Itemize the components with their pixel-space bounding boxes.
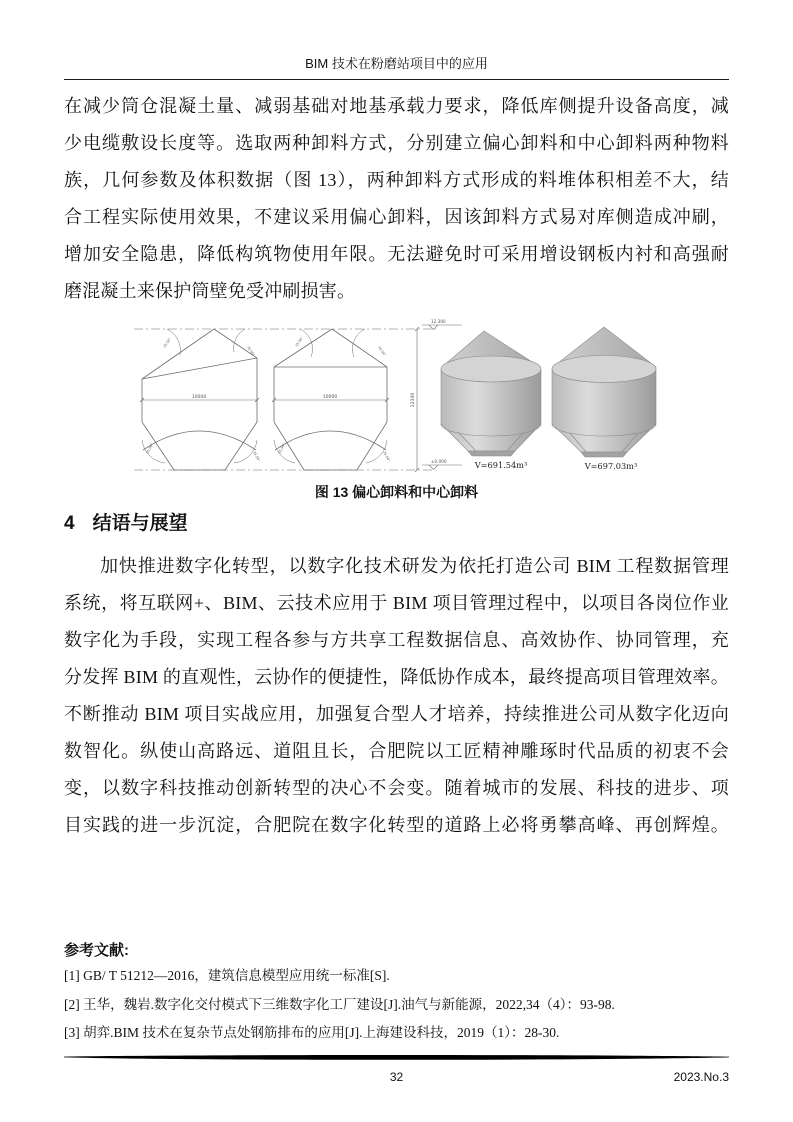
issue-label: 2023.No.3 [673,1070,729,1084]
angle-label: 35.56° [277,442,287,455]
text-line: 合工程实际使用效果，不建议采用偏心卸料，因该卸料方式易对库侧造成冲刷， [64,207,729,227]
volume-left-label: V=691.54m³ [474,460,528,470]
angle-label: 35.56° [294,336,305,348]
text-line: 磨混凝土来保护筒壁免受冲刷损害。 [64,281,356,301]
elevation-marker-bottom-icon [422,465,462,470]
references-heading: 参考文献: [64,942,129,959]
text-line: 数字化为手段，实现工程各参与方共享工程数据信息、高效协作、协同管理，充 [64,630,729,650]
datum-lines-icon [134,329,436,470]
angle-label: 35.56° [377,345,387,357]
reference-item: [1] GB/ T 51212—2016，建筑信息模型应用统一标准[S]. [64,968,390,983]
figure-13-silo-drawings [64,312,729,478]
text-line: 系统，将互联网+、BIM、云技术应用于 BIM 项目管理过程中，以项目各岗位作业 [64,593,729,613]
text-line: 少电缆敷设长度等。选取两种卸料方式，分别建立偏心卸料和中心卸料两种物料 [64,133,729,153]
text-line: 数智化。纵使山高路远、道阻且长，合肥院以工匠精神雕琢时代品质的初衷不会 [64,741,729,761]
section-heading-4 [64,512,729,536]
angle-label: 35.56° [252,450,261,463]
angle-label: 35.56° [382,450,391,463]
elevation-bottom-label: ±0.000 [431,459,447,464]
text-line: 加快推进数字化转型，以数字化技术研发为依托打造公司 BIM 工程数据管理 [100,556,729,576]
angle-label: 35.56° [162,337,173,349]
page-number: 32 [389,1070,404,1084]
paragraph-1 [64,88,729,310]
section-title: 结语与展望 [92,513,188,534]
dim-height-label: 12300 [411,392,416,408]
section-number: 4 [64,513,75,534]
silo-figure-graphic [134,312,664,477]
page-footer [64,1048,729,1086]
angle-label: 35.56° [246,345,256,357]
volume-right-label: V=697.03m³ [584,461,638,471]
text-line: 变，以数字科技推动创新转型的决心不会变。随着城市的发展、科技的进步、项 [64,778,729,798]
text-line: 增加安全隐患，降低构筑物使用年限。无法避免时可采用增设钢板内衬和高强耐 [64,244,729,264]
reference-item: [2] 王华，魏岩.数字化交付模式下三维数字化工厂建设[J].油气与新能源，2022,34（4）：93-98. [64,996,615,1012]
references-section [64,940,729,1048]
silo-3d-center [552,327,656,457]
angle-label: 35.56° [145,442,155,455]
silo-3d-eccentric [441,331,541,456]
text-line: 不断推动 BIM 项目实战应用，加强复合型人才培养，持续推进公司从数字化迈向 [64,704,729,724]
figure-caption: 图 13 偏心卸料和中心卸料 [314,484,479,500]
dim-width-right-label: 10000 [322,395,338,400]
page-header-title: BIM 技术在粉磨站项目中的应用 [64,55,729,80]
paragraph-2 [64,548,729,844]
text-line: 在减少筒仓混凝土量、减弱基础对地基承载力要求，降低库侧提升设备高度，减 [64,96,729,116]
dim-width-left-label: 10000 [191,395,207,400]
footer-rule-icon [64,1054,729,1061]
text-line: 族，几何参数及体积数据（图 13），两种卸料方式形成的料堆体积相差不大，结 [64,170,729,190]
text-line: 分发挥 BIM 的直观性，云协作的便捷性，降低协作成本，最终提高项目管理效率。 [64,667,729,687]
reference-item: [3] 胡弈.BIM 技术在复杂节点处钢筋排布的应用[J].上海建设科技，2019（1）：28-30. [64,1025,560,1040]
elevation-top-label: 12.300 [431,319,446,324]
text-line: 目实践的进一步沉淀，合肥院在数字化转型的道路上必将勇攀高峰、再创辉煌。 [64,815,729,835]
